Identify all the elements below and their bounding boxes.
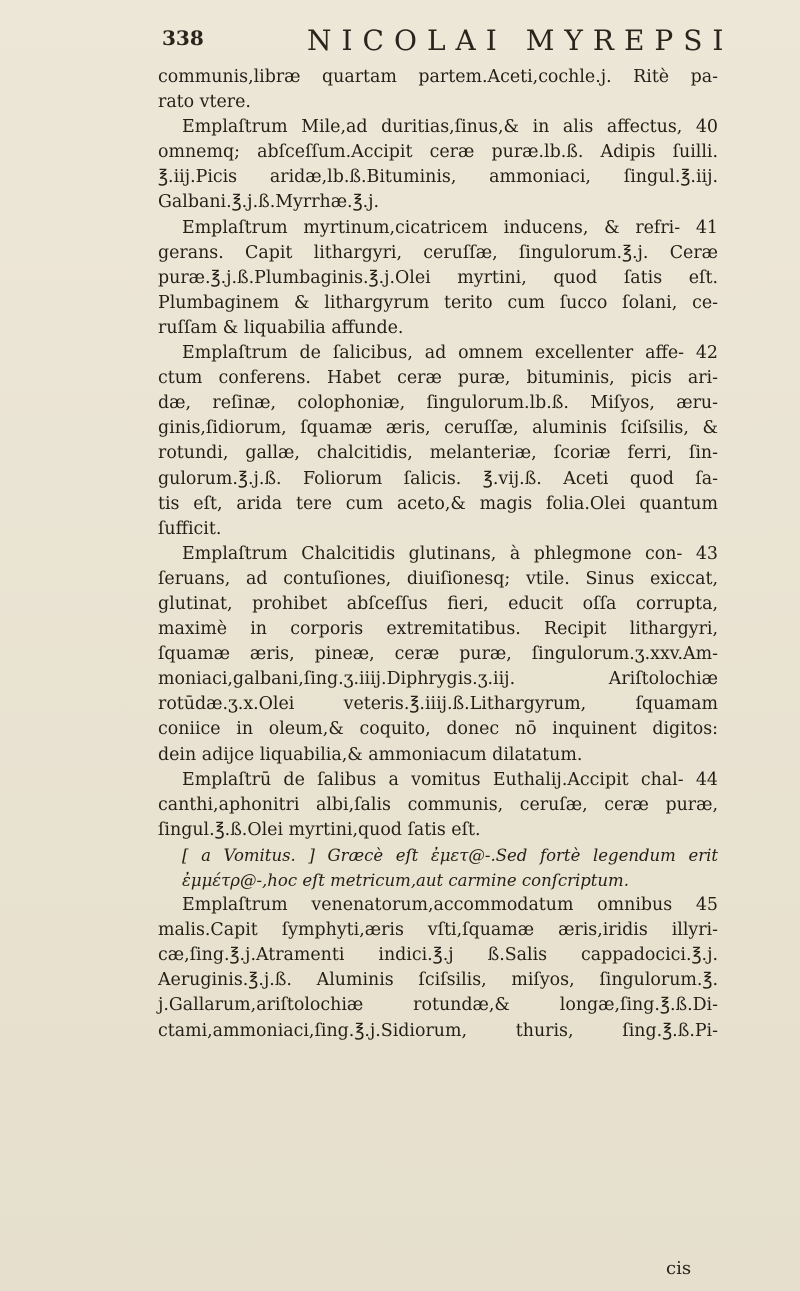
text-line: glutinat, prohibet abſceſſus fieri, educit oſſa corrupta, [158,593,718,614]
text-line: ſeruans, ad contuſiones, diuiſionesq; vtile. Sinus exiccat, [158,568,718,589]
text-line: rato vtere. [158,92,251,113]
body-text [158,65,718,1044]
text-line: maximè in corporis extremitatibus. Recipit lithargyri, [158,619,718,640]
page-number: 338 [162,26,204,50]
text-line: Aeruginis.℥.j.ß. Aluminis ſciſsilis, miſyos, ſingulorum.℥. [158,970,718,991]
text-line: ginis,ſidiorum, ſquamæ æris, ceruſſæ, aluminis ſciſsilis, & [158,418,718,439]
text-line: dæ, reſinæ, colophoniæ, ſingulorum.lb.ß. Miſyos, æru- [158,393,718,414]
text-line: ruſſam & liquabilia affunde. [158,317,404,338]
text-line: tis eſt, arida tere cum aceto,& magis folia.Olei quantum [158,493,718,514]
text-line: gulorum.℥.j.ß. Foliorum ſalicis. ℥.vij.ß. Aceti quod ſa- [158,468,718,489]
text-line: ctami,ammoniaci,ſing.℥.j.Sidiorum, thuris, ſing.℥.ß.Pi- [158,1020,718,1041]
running-head: NICOLAI MYREPSI [307,24,734,57]
text-line: communis,libræ quartam partem.Aceti,cochle.j. Ritè pa- [158,67,718,87]
text-line: Emplaſtrum Chalcitidis glutinans, à phlegmone con- 43 [182,543,718,564]
catchword: cis [666,1258,692,1279]
text-line: ctum conferens. Habet ceræ puræ, bituminis, picis ari- [158,368,718,389]
text-line: Emplaſtrum venenatorum,accommodatum omnibus 45 [182,895,718,916]
text-line: ℥.iij.Picis aridæ,lb.ß.Bituminis, ammoniaci, ſingul.℥.iij. [158,167,718,188]
text-line: Plumbaginem & lithargyrum terito cum ſucco ſolani, ce- [158,292,718,313]
text-line: Emplaſtrū de ſalibus a vomitus Euthalij.Accipit chal- 44 [182,769,718,790]
text-line: dein adijce liquabilia,& ammoniacum dilatatum. [158,744,583,765]
text-line: omnemq; abſceſſum.Accipit ceræ puræ.lb.ß. Adipis ſuilli. [158,142,718,163]
text-line: Galbani.℥.j.ß.Myrrhæ.℥.j. [158,192,380,213]
text-line: ſufficit. [158,518,222,539]
text-line: puræ.℥.j.ß.Plumbaginis.℥.j.Olei myrtini, quod ſatis eſt. [158,267,718,288]
text-line: Emplaſtrum Mile,ad duritias,ſinus,& in alis affectus, 40 [182,117,718,138]
text-line: ſquamæ æris, pineæ, ceræ puræ, ſingulorum.ʒ.xxv.Am- [158,644,718,665]
text-line: ſingul.℥.ß.Olei myrtini,quod ſatis eſt. [158,819,481,840]
text-line: coniice in oleum,& coquito, donec nō inquinent digitos: [158,719,718,740]
text-line: j.Gallarum,ariſtolochiæ rotundæ,& longæ,ſing.℥.ß.Di- [158,995,718,1016]
text-line: Emplaſtrum de ſalicibus, ad omnem excellenter affe- 42 [182,343,718,364]
text-line: moniaci,galbani,ſing.ʒ.iiij.Diphrygis.ʒ.iij. Ariſtolochiæ [158,669,718,690]
text-line: rotundi, gallæ, chalcitidis, melanteriæ, ſcoriæ ferri, ſin- [158,443,718,464]
text-line: malis.Capit ſymphyti,æris vſti,ſquamæ æris,iridis illyri- [158,920,718,941]
page-header [162,24,734,62]
footnote-line: [ a Vomitus. ] Græcè eſt ἐμετ@-.Sed fortè legendum erit ἐμμέτρ@-,hoc eſt metricum,aut carmine conſcriptum. [182,845,718,890]
text-line: rotūdæ.ʒ.x.Olei veteris.℥.iiij.ß.Lithargyrum, ſquamam [158,694,718,715]
text-line: canthi,aphonitri albi,ſalis communis, ceruſæ, ceræ puræ, [158,794,718,815]
text-line: Emplaſtrum myrtinum,cicatricem inducens, & refri- 41 [182,217,718,238]
text-line: gerans. Capit lithargyri, ceruſſæ, ſingulorum.℥.j. Ceræ [158,242,718,263]
text-line: cæ,ſing.℥.j.Atramenti indici.℥.j ß.Salis cappadocici.℥.j. [158,945,718,966]
